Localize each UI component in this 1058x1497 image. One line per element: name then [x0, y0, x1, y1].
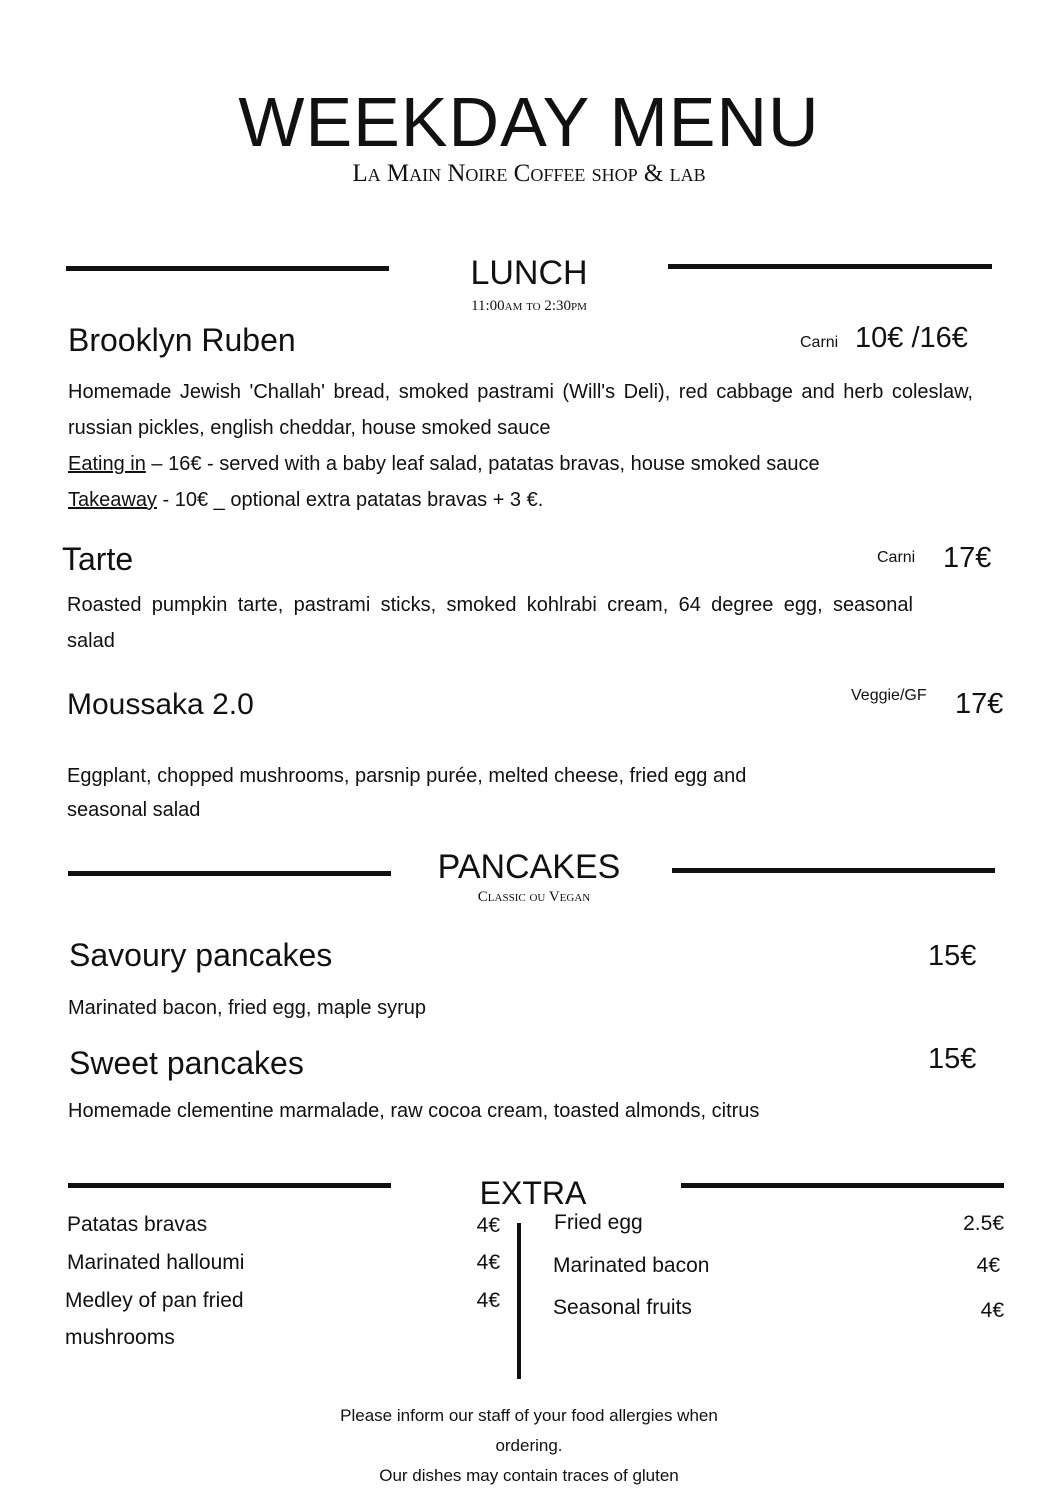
dish-tag: Carni — [877, 549, 916, 566]
extra-item-name: Fried egg — [554, 1211, 643, 1234]
extra-item-price: 4€ — [476, 1289, 500, 1312]
dish-description: Roasted pumpkin tarte, pastrami sticks, smoked kohlrabi cream, 64 degree egg, seasonal salad — [67, 594, 913, 652]
dish-tag: Carni — [800, 334, 839, 351]
extra-item-name: Medley of pan fried — [65, 1289, 244, 1312]
extra-item-name: Marinated bacon — [553, 1254, 710, 1277]
extra-title: EXTRA — [479, 1175, 587, 1211]
section-divider-left — [68, 1183, 391, 1188]
section-divider-right — [672, 868, 995, 873]
section-divider-left — [68, 871, 391, 876]
pancakes-title: PANCAKES — [437, 848, 621, 886]
dish-description: Homemade Jewish 'Challah' bread, smoked pastrami (Will's Deli), red cabbage and herb coleslaw, russian pickles, english cheddar, house smoked sauce — [68, 381, 973, 439]
extra-column-divider — [517, 1223, 521, 1379]
eating-in-line — [68, 446, 973, 482]
section-divider-right — [668, 264, 992, 269]
dish-description: Homemade clementine marmalade, raw cocoa cream, toasted almonds, citrus — [68, 1100, 760, 1122]
extra-item-price: 2.5€ — [963, 1212, 1004, 1235]
extra-item-name: Marinated halloumi — [67, 1251, 245, 1274]
takeaway-line — [68, 482, 973, 518]
lunch-title: LUNCH — [470, 254, 588, 292]
dish-description: seasonal salad — [67, 799, 201, 821]
dish-name: Tarte — [62, 541, 134, 577]
gluten-notice: Our dishes may contain traces of gluten — [379, 1466, 679, 1485]
pancakes-subtitle: Classic ou Vegan — [477, 889, 591, 905]
dish-description: Marinated bacon, fried egg, maple syrup — [68, 997, 426, 1019]
allergy-notice: ordering. — [495, 1436, 563, 1455]
extra-item-price: 4€ — [976, 1254, 1000, 1277]
dish-name: Brooklyn Ruben — [68, 322, 296, 358]
dish-price: 15€ — [928, 940, 977, 972]
extra-item-name: mushrooms — [65, 1326, 175, 1349]
extra-item-price: 4€ — [476, 1251, 500, 1274]
extra-item-price: 4€ — [980, 1299, 1004, 1322]
dish-name: Sweet pancakes — [69, 1045, 304, 1081]
dish-name: Savoury pancakes — [69, 937, 333, 973]
lunch-hours: 11:00am to 2:30pm — [471, 298, 587, 314]
eating-in-label: Eating in — [68, 453, 146, 475]
dish-description: Eggplant, chopped mushrooms, parsnip purée, melted cheese, fried egg and — [67, 765, 747, 787]
dish-price: 10€ /16€ — [855, 322, 968, 354]
dish-price: 17€ — [955, 688, 1004, 720]
allergy-notice: Please inform our staff of your food allergies when — [340, 1406, 718, 1425]
extra-item-price: 4€ — [476, 1214, 500, 1237]
section-divider-right — [681, 1183, 1004, 1188]
extra-item-name: Patatas bravas — [67, 1213, 208, 1236]
shop-name: La Main Noire Coffee shop & lab — [352, 160, 706, 187]
takeaway-label: Takeaway — [68, 489, 157, 511]
dish-price: 17€ — [943, 542, 992, 574]
extra-item-name: Seasonal fruits — [553, 1296, 692, 1319]
takeaway-text: - 10€ _ optional extra patatas bravas + 3 €. — [156, 489, 544, 511]
menu-title: WEEKDAY MENU — [238, 83, 820, 161]
dish-price: 15€ — [928, 1043, 977, 1075]
dish-tag: Veggie/GF — [851, 687, 927, 704]
eating-in-text: – 16€ - served with a baby leaf salad, patatas bravas, house smoked sauce — [145, 453, 820, 475]
section-divider-left — [66, 266, 389, 271]
dish-name: Moussaka 2.0 — [67, 688, 254, 721]
